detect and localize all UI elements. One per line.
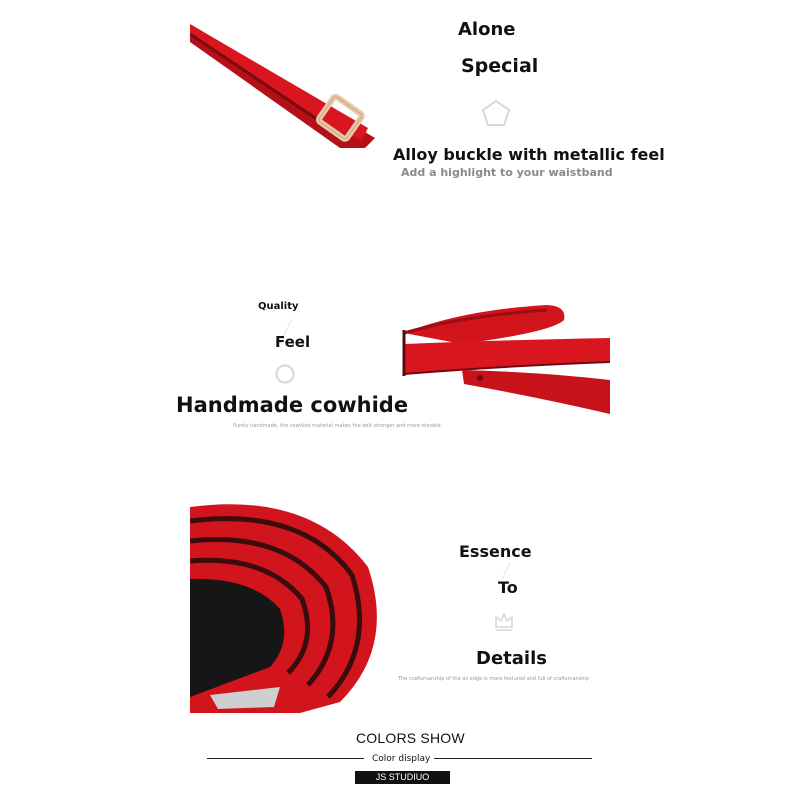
coiled-belt-image [190, 497, 385, 713]
rolled-belt-image [402, 300, 612, 418]
footer-rule-left [207, 758, 364, 759]
section1-line1: Alone [458, 19, 516, 40]
footer-badge: JS STUDIUO [355, 771, 450, 784]
section2-caption: Purely handmade, the cowhide material makes the belt stronger and more durable [233, 423, 441, 429]
footer-subtitle: Color display [372, 754, 431, 764]
footer-rule-right [434, 758, 592, 759]
crown-outline-icon [493, 610, 515, 632]
section1-heading: Alloy buckle with metallic feel [393, 145, 665, 164]
section1-line2: Special [461, 55, 539, 77]
section2-heading: Handmade cowhide [176, 393, 409, 417]
footer-title: COLORS SHOW [356, 730, 465, 746]
pentagon-outline-icon [480, 99, 512, 127]
section3-heading: Details [476, 648, 547, 669]
section3-caption: The craftsmanship of the oil edge is more textured and full of craftsmanship [398, 676, 589, 682]
section3-line2: To [498, 578, 518, 597]
section3-line1: Essence [459, 542, 532, 561]
section1-subheading: Add a highlight to your waistband [401, 166, 613, 179]
belt-buckle-image [190, 20, 390, 155]
circle-outline-icon [274, 363, 296, 385]
section2-line1: Quality [258, 301, 299, 312]
section2-line2: Feel [275, 333, 311, 351]
